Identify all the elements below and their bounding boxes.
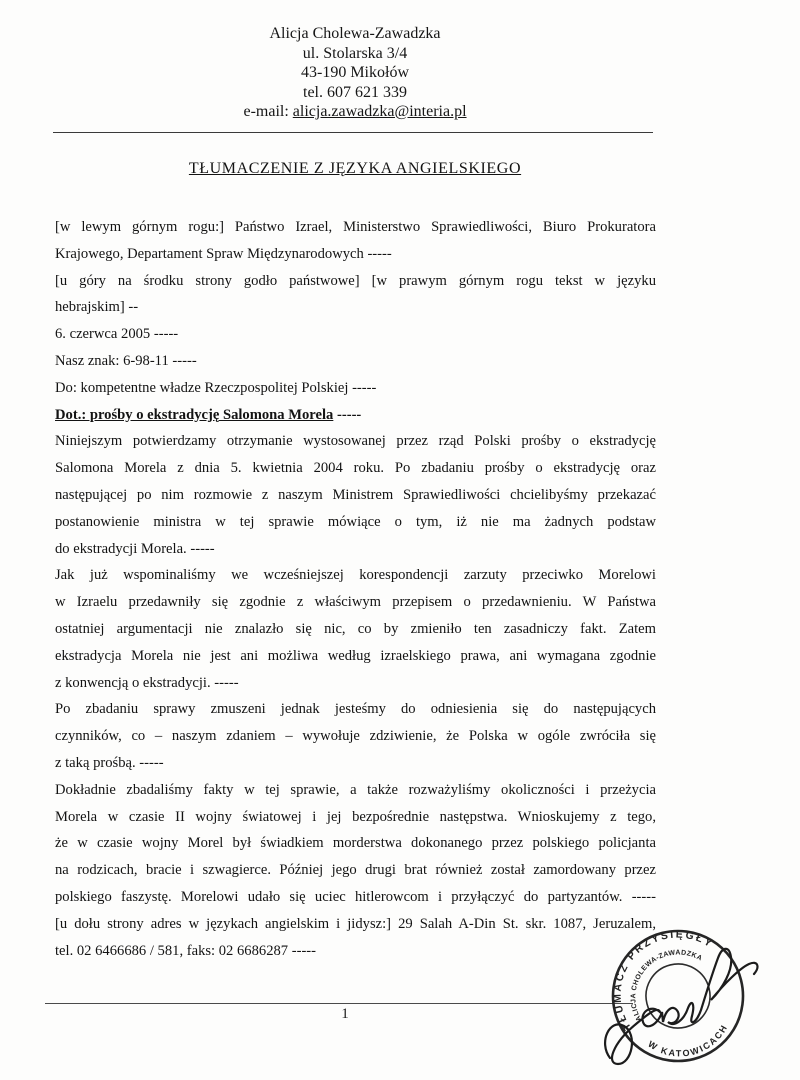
body-line: [w lewym górnym rogu:] Państwo Izrael, Ministerstwo Sprawiedliwości, Biuro Prokuratora [55, 219, 656, 235]
body-line: Morela w czasie II wojny światowej i jej bezpośrednie następstwa. Wnioskujemy z tego, [55, 808, 656, 825]
translator-city: 43-190 Mikołów [301, 64, 409, 81]
document-body [55, 214, 656, 964]
body-line: Do: kompetentne władze Rzeczpospolitej Polskiej ----- [55, 379, 377, 396]
seal-rings [598, 918, 757, 1075]
page-number: 1 [341, 1006, 349, 1022]
body-line: hebrajskim] -- [55, 299, 139, 316]
body-line: w Izraelu przedawniły się zgodnie z właściwym przepisem o przedawnieniu. W Państwa [55, 594, 656, 611]
body-line: Niniejszym potwierdzamy otrzymanie wystosowanej przez rząd Polski prośby o ekstradycję [55, 433, 656, 450]
email-address: alicja.zawadzka@interia.pl [292, 103, 467, 120]
body-line: Nasz znak: 6-98-11 ----- [55, 352, 197, 369]
body-line: [u dołu strony adres w językach angielskim i jidysz:] 29 Salah A-Din St. skr. 1087, Jeruzalem, [55, 915, 656, 932]
translator-email-line [55, 102, 655, 122]
body-line: tel. 02 6466686 / 581, faks: 02 6686287 ----- [55, 942, 317, 959]
body-line: Jak już wspominaliśmy we wcześniejszej korespondencji zarzuty przeciwko Morelowi [55, 567, 656, 584]
body-line-segment: ----- [333, 406, 362, 423]
body-line: Salomona Morela z dnia 5. kwietnia 2004 roku. Po zbadaniu prośby o ekstradycję oraz [55, 460, 656, 477]
body-line: polskiego faszystę. Morelowi udało się uciec hitlerowcom i przyłączyć do partyzantów. ----- [55, 888, 656, 905]
body-line: [u góry na środku strony godło państwowe] [w prawym górnym rogu tekst w języku [55, 272, 656, 289]
header-divider-line [53, 132, 653, 133]
body-line: czynników, co – naszym zdaniem – wywołuje zdziwienie, że Polska w ogóle zwróciła się [55, 728, 656, 745]
body-line [55, 402, 656, 429]
body-line: z konwencją o ekstradycji. ----- [55, 674, 239, 691]
seal-text-name: ALICJA CHOLEWA-ZAWADZKA [630, 949, 704, 1023]
body-line: ekstradycja Morela nie jest ani możliwa według izraelskiego prawa, ani wymagana zgodnie [55, 647, 656, 664]
body-line: ostatniej argumentacji nie znalazło się nic, co by zmieniło ten zasadniczy fakt. Zatem [55, 620, 656, 637]
body-line: postanowienie ministra w tej sprawie mówiące o tym, iż nie ma żadnych podstaw [55, 513, 656, 530]
body-line: Dokładnie zbadaliśmy fakty w tej sprawie, a także rozważyliśmy okoliczności i przeżycia [55, 781, 656, 798]
seal-text-w-katowicach: W KATOWICACH [646, 1022, 730, 1059]
body-line: Krajowego, Departament Spraw Międzynarodowych ----- [55, 245, 392, 262]
body-line: że w czasie wojny Morel był świadkiem morderstwa dokonanego przez polskiego policjanta [55, 835, 656, 852]
body-line: następującej po nim rozmowie z naszym Ministrem Sprawiedliwości chcielibyśmy przekazać [55, 486, 656, 503]
seal-text-tlumacz-przysiegly: TŁUMACZ PRZYSIĘGŁY [611, 928, 716, 1033]
translator-phone: tel. 607 621 339 [303, 83, 407, 101]
translator-street: ul. Stolarska 3/4 [302, 44, 408, 62]
body-line-segment: Dot.: prośby o ekstradycję Salomona Morela [55, 406, 334, 423]
translator-seal [596, 918, 800, 1080]
email-label: e-mail: [243, 103, 293, 120]
body-line: z taką prośbą. ----- [55, 754, 164, 771]
body-line: na rodzicach, bracie i szwagierce. Później jego drugi brat również został zamordowany przez [55, 862, 656, 879]
letterhead [55, 24, 655, 122]
body-line: Po zbadaniu sprawy zmuszeni jednak jesteśmy do odniesienia się do następujących [55, 701, 656, 718]
body-line: do ekstradycji Morela. ----- [55, 540, 215, 557]
translator-name: Alicja Cholewa-Zawadzka [269, 25, 441, 42]
body-line: 6. czerwca 2005 ----- [55, 326, 179, 343]
footer-divider-line [45, 1003, 633, 1004]
document-title: TŁUMACZENIE Z JĘZYKA ANGIELSKIEGO [188, 160, 522, 177]
